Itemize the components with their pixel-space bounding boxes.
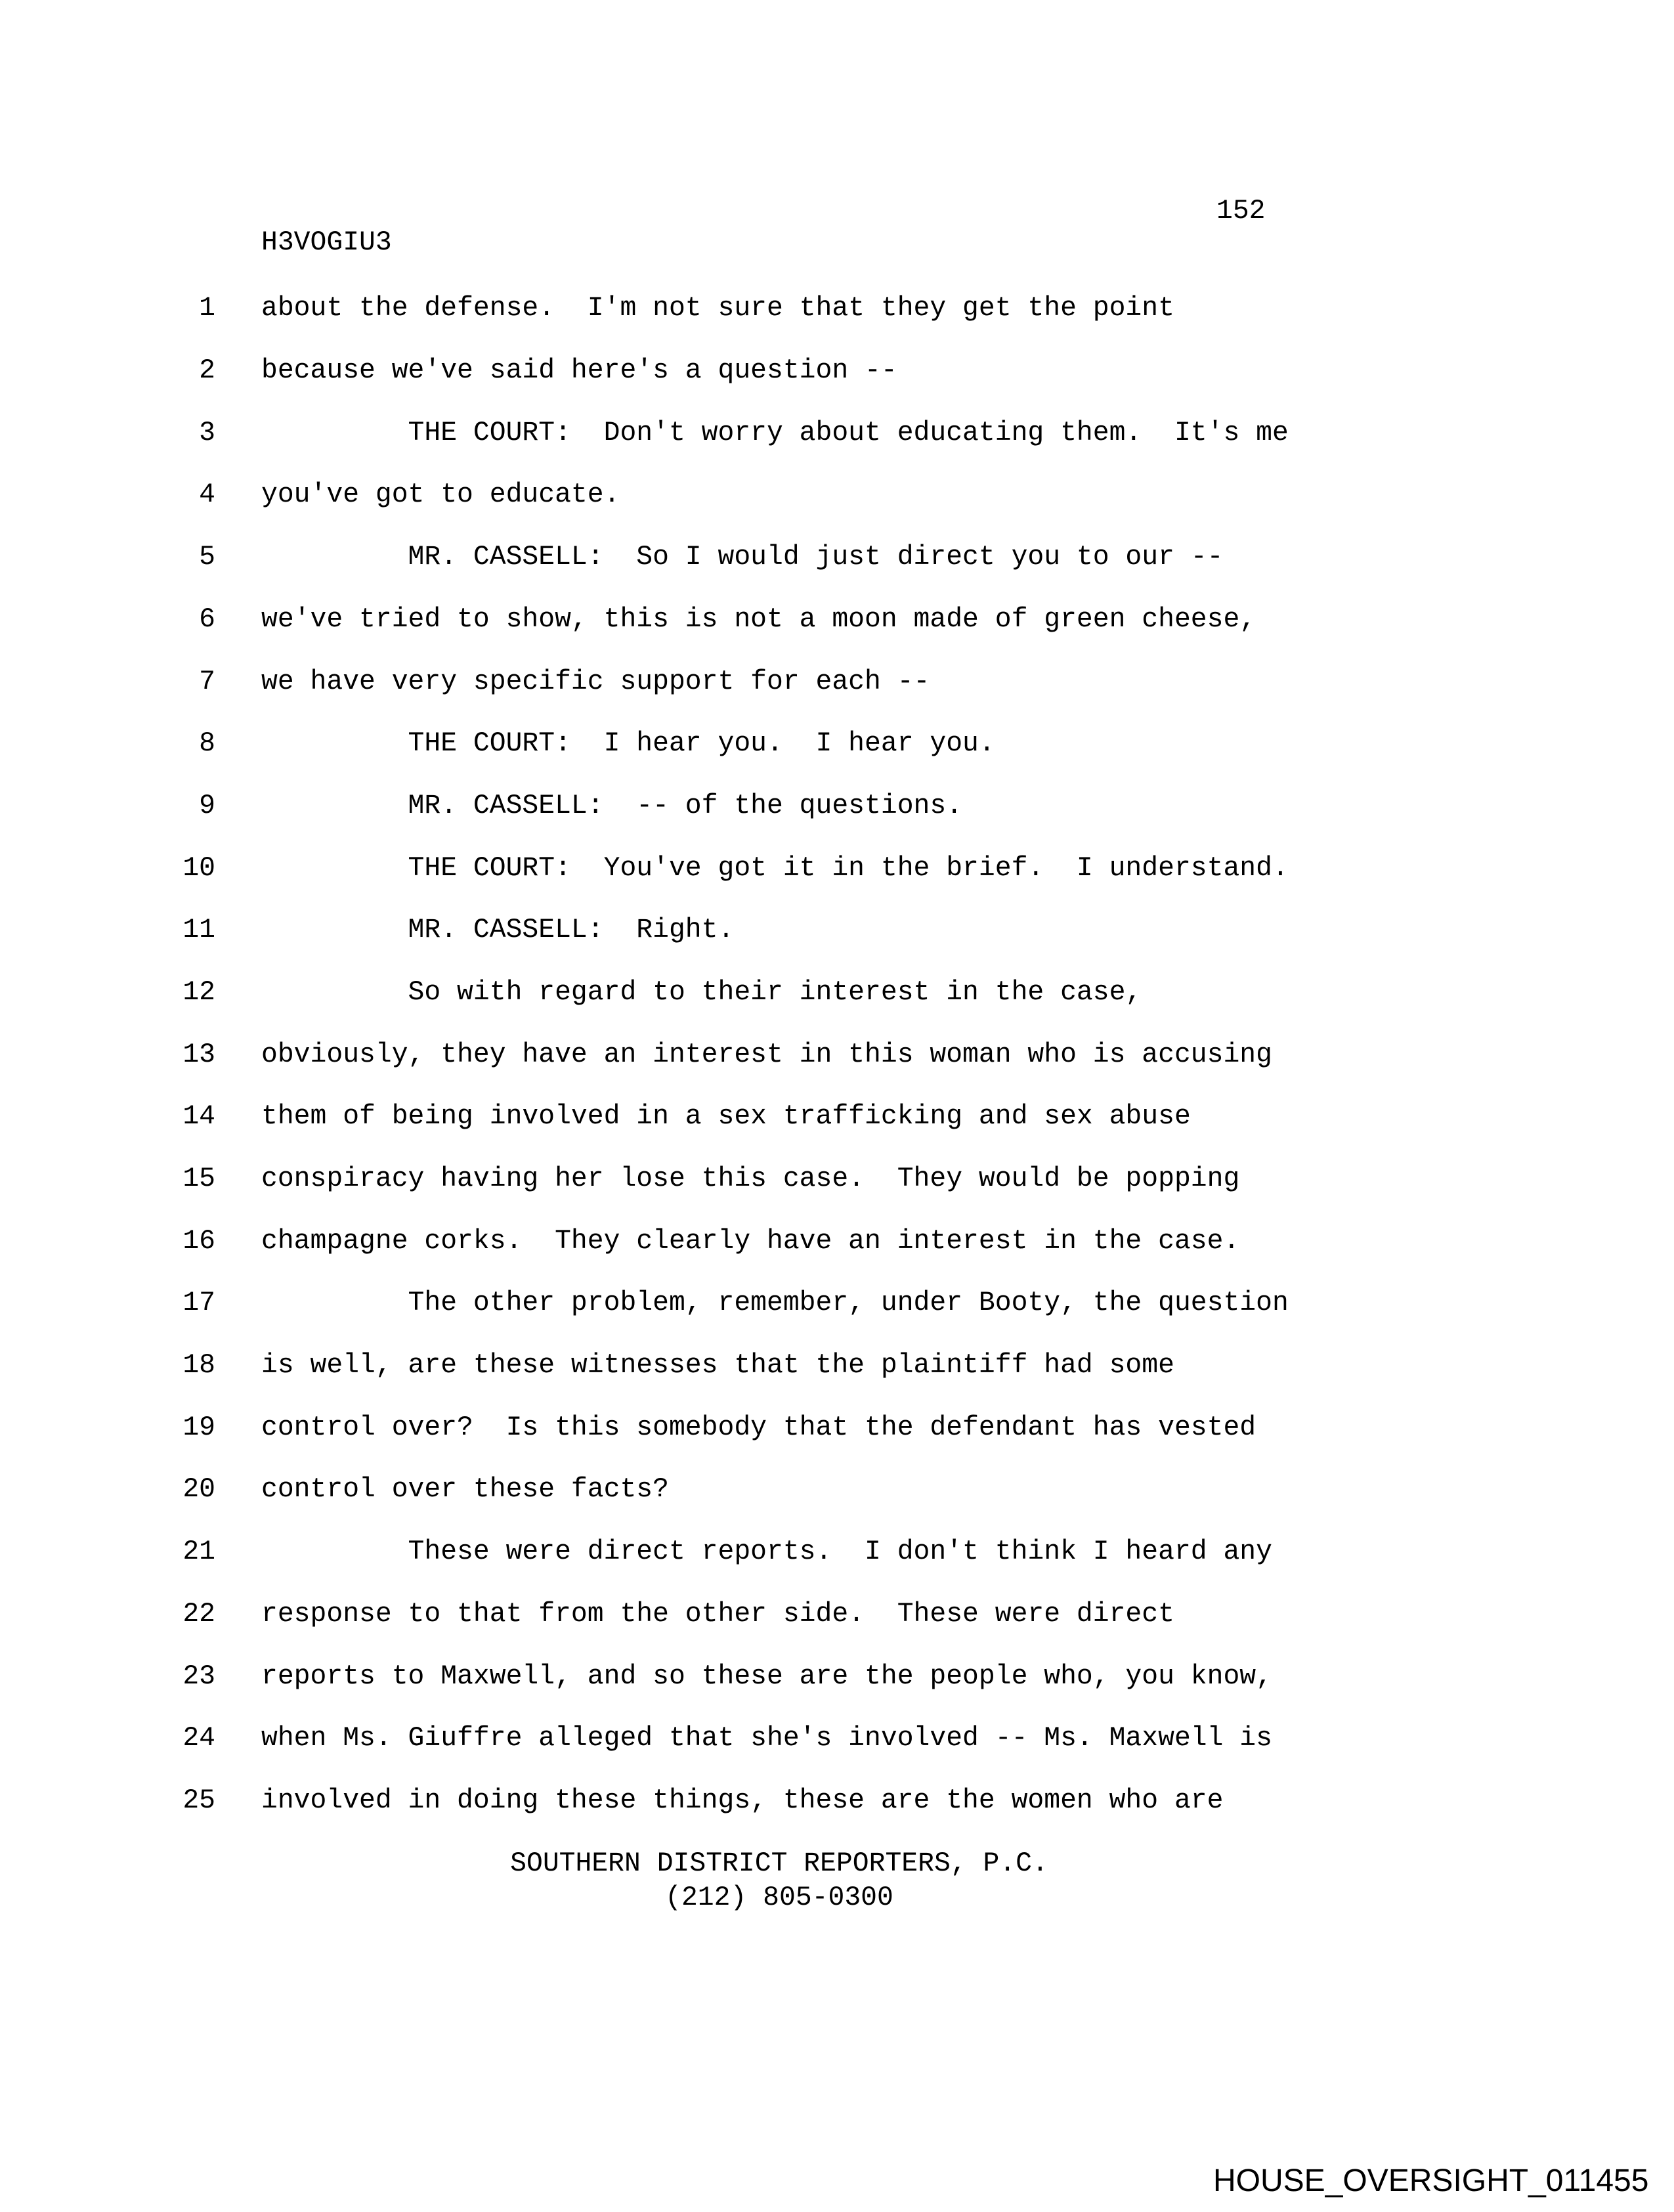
reporter-footer [263,1847,1296,1915]
bates-stamp: HOUSE_OVERSIGHT_011455 [1213,2163,1649,2198]
line-text: These were direct reports. I don't think I heard any [261,1537,1272,1568]
line-number: 19 [182,1412,215,1443]
page-number: 152 [1216,196,1266,227]
line-text: control over these facts? [261,1475,669,1506]
line-text: obviously, they have an interest in this woman who is accusing [261,1039,1272,1070]
transcript-line [0,917,1674,980]
line-text: is well, are these witnesses that the plaintiff had some [261,1351,1174,1381]
line-number: 10 [182,853,215,884]
transcript-line [0,793,1674,856]
line-number: 18 [182,1351,215,1381]
line-number: 17 [182,1288,215,1319]
line-text: control over? Is this somebody that the defendant has vested [261,1412,1256,1443]
transcript-line [0,544,1674,607]
line-number: 20 [182,1475,215,1506]
transcript-line [0,1661,1674,1726]
transcript-line [0,666,1674,731]
transcript-line [0,1539,1674,1601]
transcript-line [0,1290,1674,1353]
transcript-line [0,1412,1674,1477]
line-text: we have very specific support for each -- [261,666,930,697]
reporter-organization: SOUTHERN DISTRICT REPORTERS, P.C. [510,1849,1048,1879]
line-number: 23 [182,1661,215,1692]
transcript-line [0,1104,1674,1166]
transcript-line [0,977,1674,1042]
line-number: 12 [182,977,215,1008]
line-text: champagne corks. They clearly have an interest in the case. [261,1226,1240,1257]
line-number: 16 [182,1226,215,1257]
line-text: response to that from the other side. These were direct [261,1599,1174,1630]
line-number: 25 [182,1785,215,1816]
line-number: 22 [182,1599,215,1630]
transcript-session-id: H3VOGIU3 [261,228,392,258]
transcript-line [0,1353,1674,1415]
line-number: 11 [182,915,215,946]
transcript-line [0,731,1674,793]
line-text: when Ms. Giuffre alleged that she's involved -- Ms. Maxwell is [261,1724,1272,1754]
line-text: So with regard to their interest in the case, [261,977,1142,1008]
line-text: reports to Maxwell, and so these are the people who, you know, [261,1661,1272,1692]
line-text: conspiracy having her lose this case. They would be popping [261,1164,1240,1195]
line-number: 14 [182,1102,215,1133]
line-number: 9 [199,791,215,821]
line-number: 21 [182,1537,215,1568]
line-text: The other problem, remember, under Booty, the question [261,1288,1289,1319]
line-text: THE COURT: You've got it in the brief. I understand. [261,853,1289,884]
line-number: 13 [182,1039,215,1070]
transcript-line [0,358,1674,420]
transcript-line [0,1477,1674,1539]
line-text: because we've said here's a question -- [261,356,897,387]
line-text: THE COURT: I hear you. I hear you. [261,729,995,760]
line-number: 15 [182,1164,215,1195]
line-text: them of being involved in a sex trafficking and sex abuse [261,1102,1191,1133]
line-text: MR. CASSELL: Right. [261,915,735,946]
line-text: MR. CASSELL: -- of the questions. [261,791,963,821]
line-number: 8 [199,729,215,760]
line-text: we've tried to show, this is not a moon made of green cheese, [261,604,1256,635]
transcript-line [0,1039,1674,1104]
line-number: 24 [182,1724,215,1754]
line-number: 3 [199,418,215,448]
transcript-line [0,1785,1674,1850]
transcript-line [0,604,1674,669]
line-number: 4 [199,480,215,511]
line-text: you've got to educate. [261,480,620,511]
line-number: 7 [199,666,215,697]
transcript-line [0,1228,1674,1291]
line-number: 1 [199,293,215,324]
transcript-line [0,1601,1674,1664]
line-number: 2 [199,356,215,387]
transcript-line [0,295,1674,358]
line-text: involved in doing these things, these are the women who are [261,1785,1224,1816]
reporter-phone: (212) 805-0300 [665,1883,893,1913]
line-number: 5 [199,542,215,573]
transcript-line [0,420,1674,483]
line-text: about the defense. I'm not sure that they get the point [261,293,1174,324]
transcript-line [0,482,1674,544]
line-text: MR. CASSELL: So I would just direct you to our -- [261,542,1224,573]
transcript-line [0,853,1674,918]
transcript-line [0,1725,1674,1788]
line-number: 6 [199,604,215,635]
line-text: THE COURT: Don't worry about educating them. It's me [261,418,1289,448]
transcript-lines [0,295,1674,1850]
transcript-line [0,1166,1674,1228]
